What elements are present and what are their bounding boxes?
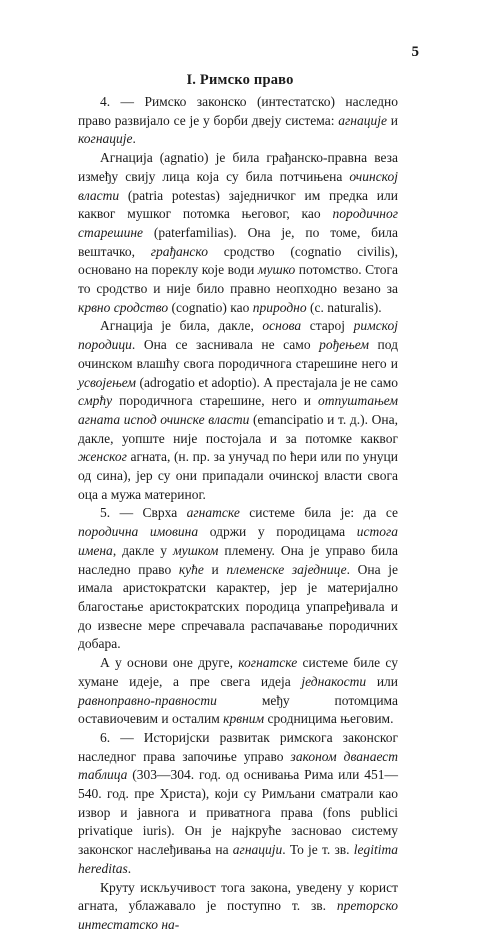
emphasized-text: агнацији	[232, 842, 283, 858]
paragraph-text: . Она је имала аристократски карактер, јер је материјално благостање аристократских породица упапређивала и до извесне мере спречавала распачавање породичних добара.	[78, 561, 398, 652]
paragraph-text: (patria potestas) заједничког им предка или каквог мушког потомка његовог, као	[78, 187, 398, 222]
paragraph-text: 5. — Сврха	[100, 505, 187, 521]
paragraph-text: . То је т. зв.	[282, 842, 354, 858]
emphasized-text: мушко	[257, 262, 296, 278]
emphasized-text: когнације	[78, 131, 133, 147]
paragraph-text: А у основи оне друге,	[100, 655, 239, 671]
emphasized-text: куће	[178, 561, 204, 577]
emphasized-text: очинској власти	[78, 168, 398, 203]
paragraph-text: (paterfamilias). Она је, по томе, била вештачко,	[78, 224, 398, 259]
emphasized-text: женског	[78, 449, 127, 465]
paragraph-text: .	[132, 131, 136, 147]
paragraph-text: . Она се заснивала не само	[131, 337, 320, 353]
emphasized-text: породичног старешине	[78, 206, 398, 240]
body-text	[78, 93, 398, 935]
emphasized-text: крвно сродство	[78, 299, 169, 315]
emphasized-text: грађанско	[150, 243, 208, 259]
paragraph-text: .	[127, 860, 132, 876]
paragraph	[78, 729, 398, 879]
section-heading: I. Римско право	[186, 72, 294, 88]
paragraph	[78, 149, 398, 317]
paragraph-text: породичнога старешине, него и	[112, 393, 319, 409]
paragraph-text: (emancipatio и т. д.). Она, дакле, уопште није постојала и за потомке каквог	[78, 411, 398, 446]
emphasized-text: равноправно-правности	[78, 692, 217, 708]
emphasized-text: преторско интестатско на-	[78, 898, 398, 932]
emphasized-text: отпуштањем агната испод очинске власти	[78, 393, 398, 427]
emphasized-text: законом дванаест таблица	[78, 748, 398, 783]
emphasized-text: смрћу	[78, 393, 113, 409]
emphasized-text: породична имовина	[78, 524, 199, 540]
emphasized-text: истога имена	[78, 524, 398, 558]
paragraph-text: и	[387, 112, 398, 128]
paragraph-text: Круту искључивост тога закона, уведену у корист агната, ублажавало је поступно т. зв.	[78, 879, 398, 914]
emphasized-text: племенске заједнице	[226, 561, 347, 577]
paragraph-text: племену. Она је управо била наследно право	[78, 542, 398, 577]
emphasized-text: legitima hereditas	[78, 842, 398, 876]
emphasized-text: агнатске	[186, 505, 240, 521]
paragraph-text: сродницима његовим.	[264, 711, 394, 727]
paragraph-text: системе била је: да се	[239, 505, 398, 521]
paragraph-text: старој	[301, 318, 354, 334]
paragraph-text: међу потомцима оставиочевим и осталим	[78, 692, 398, 727]
emphasized-text: рођењем	[319, 337, 369, 353]
paragraph	[78, 93, 398, 149]
paragraph-text: системе биле су хумане идеје, а пре свега идеја	[78, 655, 398, 689]
paragraph-text: и	[203, 561, 227, 577]
paragraph	[78, 317, 398, 504]
paragraph-text: Агнација је била, дакле,	[100, 318, 263, 334]
paragraph-text: (adrogatio et adoptio). А престајала је не само	[136, 374, 398, 390]
emphasized-text: агнације	[338, 112, 387, 128]
paragraph-text: 6. — Историјски развитак римскога законског наследног права започиње управо	[78, 729, 398, 764]
paragraph-text: или	[366, 673, 398, 689]
emphasized-text: римској породици	[78, 318, 398, 353]
emphasized-text: усвојењем	[78, 374, 137, 390]
paragraph-text: , дакле у	[112, 542, 173, 558]
emphasized-text: једнакости	[301, 673, 367, 689]
paragraph-text: (c. naturalis).	[306, 299, 382, 315]
paragraph-text: сродство (cognatio civilis), основано на пореклу које води	[78, 243, 398, 278]
paragraph-text: потомство. Стога то сродство и није било правно неопходно везано за	[78, 262, 399, 297]
paragraph	[78, 654, 398, 729]
emphasized-text: крвним	[223, 711, 265, 727]
paragraph-text: Агнација (agnatio) је била грађанско-правна веза између свију лица која су била потчињена	[78, 150, 398, 184]
paragraph-text: агната, (н. пр. за унучад по ћери или по унуци од сина), јер су они припадали очинској власти свога оца а мужа материног.	[78, 449, 398, 502]
page-number: 5	[411, 44, 419, 60]
paragraph-text: одржи у породицама	[198, 524, 357, 540]
paragraph	[78, 879, 398, 935]
paragraph	[78, 504, 398, 654]
emphasized-text: мушком	[172, 542, 219, 558]
emphasized-text: природно	[252, 299, 307, 315]
paragraph-text: (303—304. год. од оснивања Рима или 451—540. год. пре Христа), који су Римљани сматрали као извор и јавнога и приватнога права (fons publici privatique iuris). Он је најкруће засновао систему законског наслеђивања на	[78, 767, 398, 858]
emphasized-text: когнатске	[238, 655, 298, 671]
paragraph-text: под очинском влашћу свога породичнога старешине него и	[78, 337, 398, 371]
paragraph-text: (cognatio) као	[168, 299, 253, 315]
emphasized-text: основа	[262, 318, 302, 334]
paragraph-text: 4. — Римско законско (интестатско) наследно право развијало се је у борби двеју система:	[78, 94, 398, 128]
